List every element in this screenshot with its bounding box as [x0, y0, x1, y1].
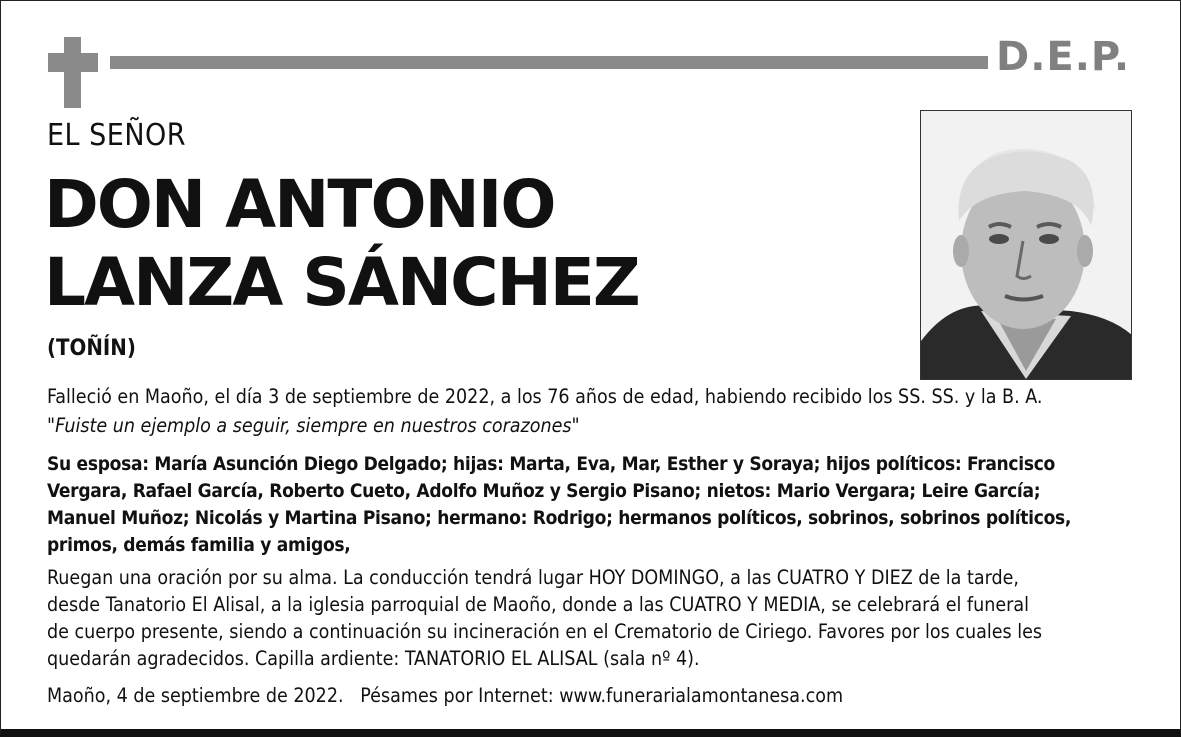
service-line-2: desde Tanatorio El Alisal, a la iglesia parroquial de Maoño, donde a las CUATRO Y MEDIA, se celebrará el funeral: [47, 593, 1029, 616]
service-line-1: Ruegan una oración por su alma. La conducción tendrá lugar HOY DOMINGO, a las CUATRO Y DIEZ de la tarde,: [47, 566, 1020, 589]
footer-line: Maoño, 4 de septiembre de 2022. Pésames por Internet: www.funerarialamontanesa.com: [47, 684, 844, 707]
deceased-portrait: [920, 110, 1132, 380]
name-line-2: LANZA SÁNCHEZ: [44, 244, 639, 321]
title-prefix: EL SEÑOR: [47, 118, 187, 153]
cross-icon: [64, 37, 81, 108]
deceased-name: [44, 166, 639, 322]
memorial-quote: "Fuiste un ejemplo a seguir, siempre en nuestros corazones": [47, 414, 580, 437]
header-rule: [110, 56, 988, 69]
cross-icon-bar: [48, 53, 98, 72]
nickname: (TOÑÍN): [47, 336, 136, 361]
family-line-2: Vergara, Rafael García, Roberto Cueto, Adolfo Muñoz y Sergio Pisano; nietos: Mario Vergara; Leire García;: [47, 480, 1041, 502]
family-line-3: Manuel Muñoz; Nicolás y Martina Pisano; hermano: Rodrigo; hermanos políticos, sobrinos, sobrinos políticos,: [47, 507, 1072, 529]
death-notice: Falleció en Maoño, el día 3 de septiembre de 2022, a los 76 años de edad, habiendo recibido los SS. SS. y la B. A.: [47, 385, 1043, 408]
family-line-1: Su esposa: María Asunción Diego Delgado; hijas: Marta, Eva, Mar, Esther y Soraya; hijos políticos: Francisco: [47, 453, 1055, 475]
service-line-4: quedarán agradecidos. Capilla ardiente: TANATORIO EL ALISAL (sala nº 4).: [47, 647, 700, 670]
portrait-image: [921, 111, 1132, 380]
service-line-3: de cuerpo presente, siendo a continuación su incineración en el Crematorio de Ciriego. Favores por los cuales les: [47, 620, 1043, 643]
name-line-1: DON ANTONIO: [44, 166, 555, 243]
dep-label: D.E.P.: [996, 34, 1131, 80]
family-line-4: primos, demás familia y amigos,: [47, 534, 351, 556]
